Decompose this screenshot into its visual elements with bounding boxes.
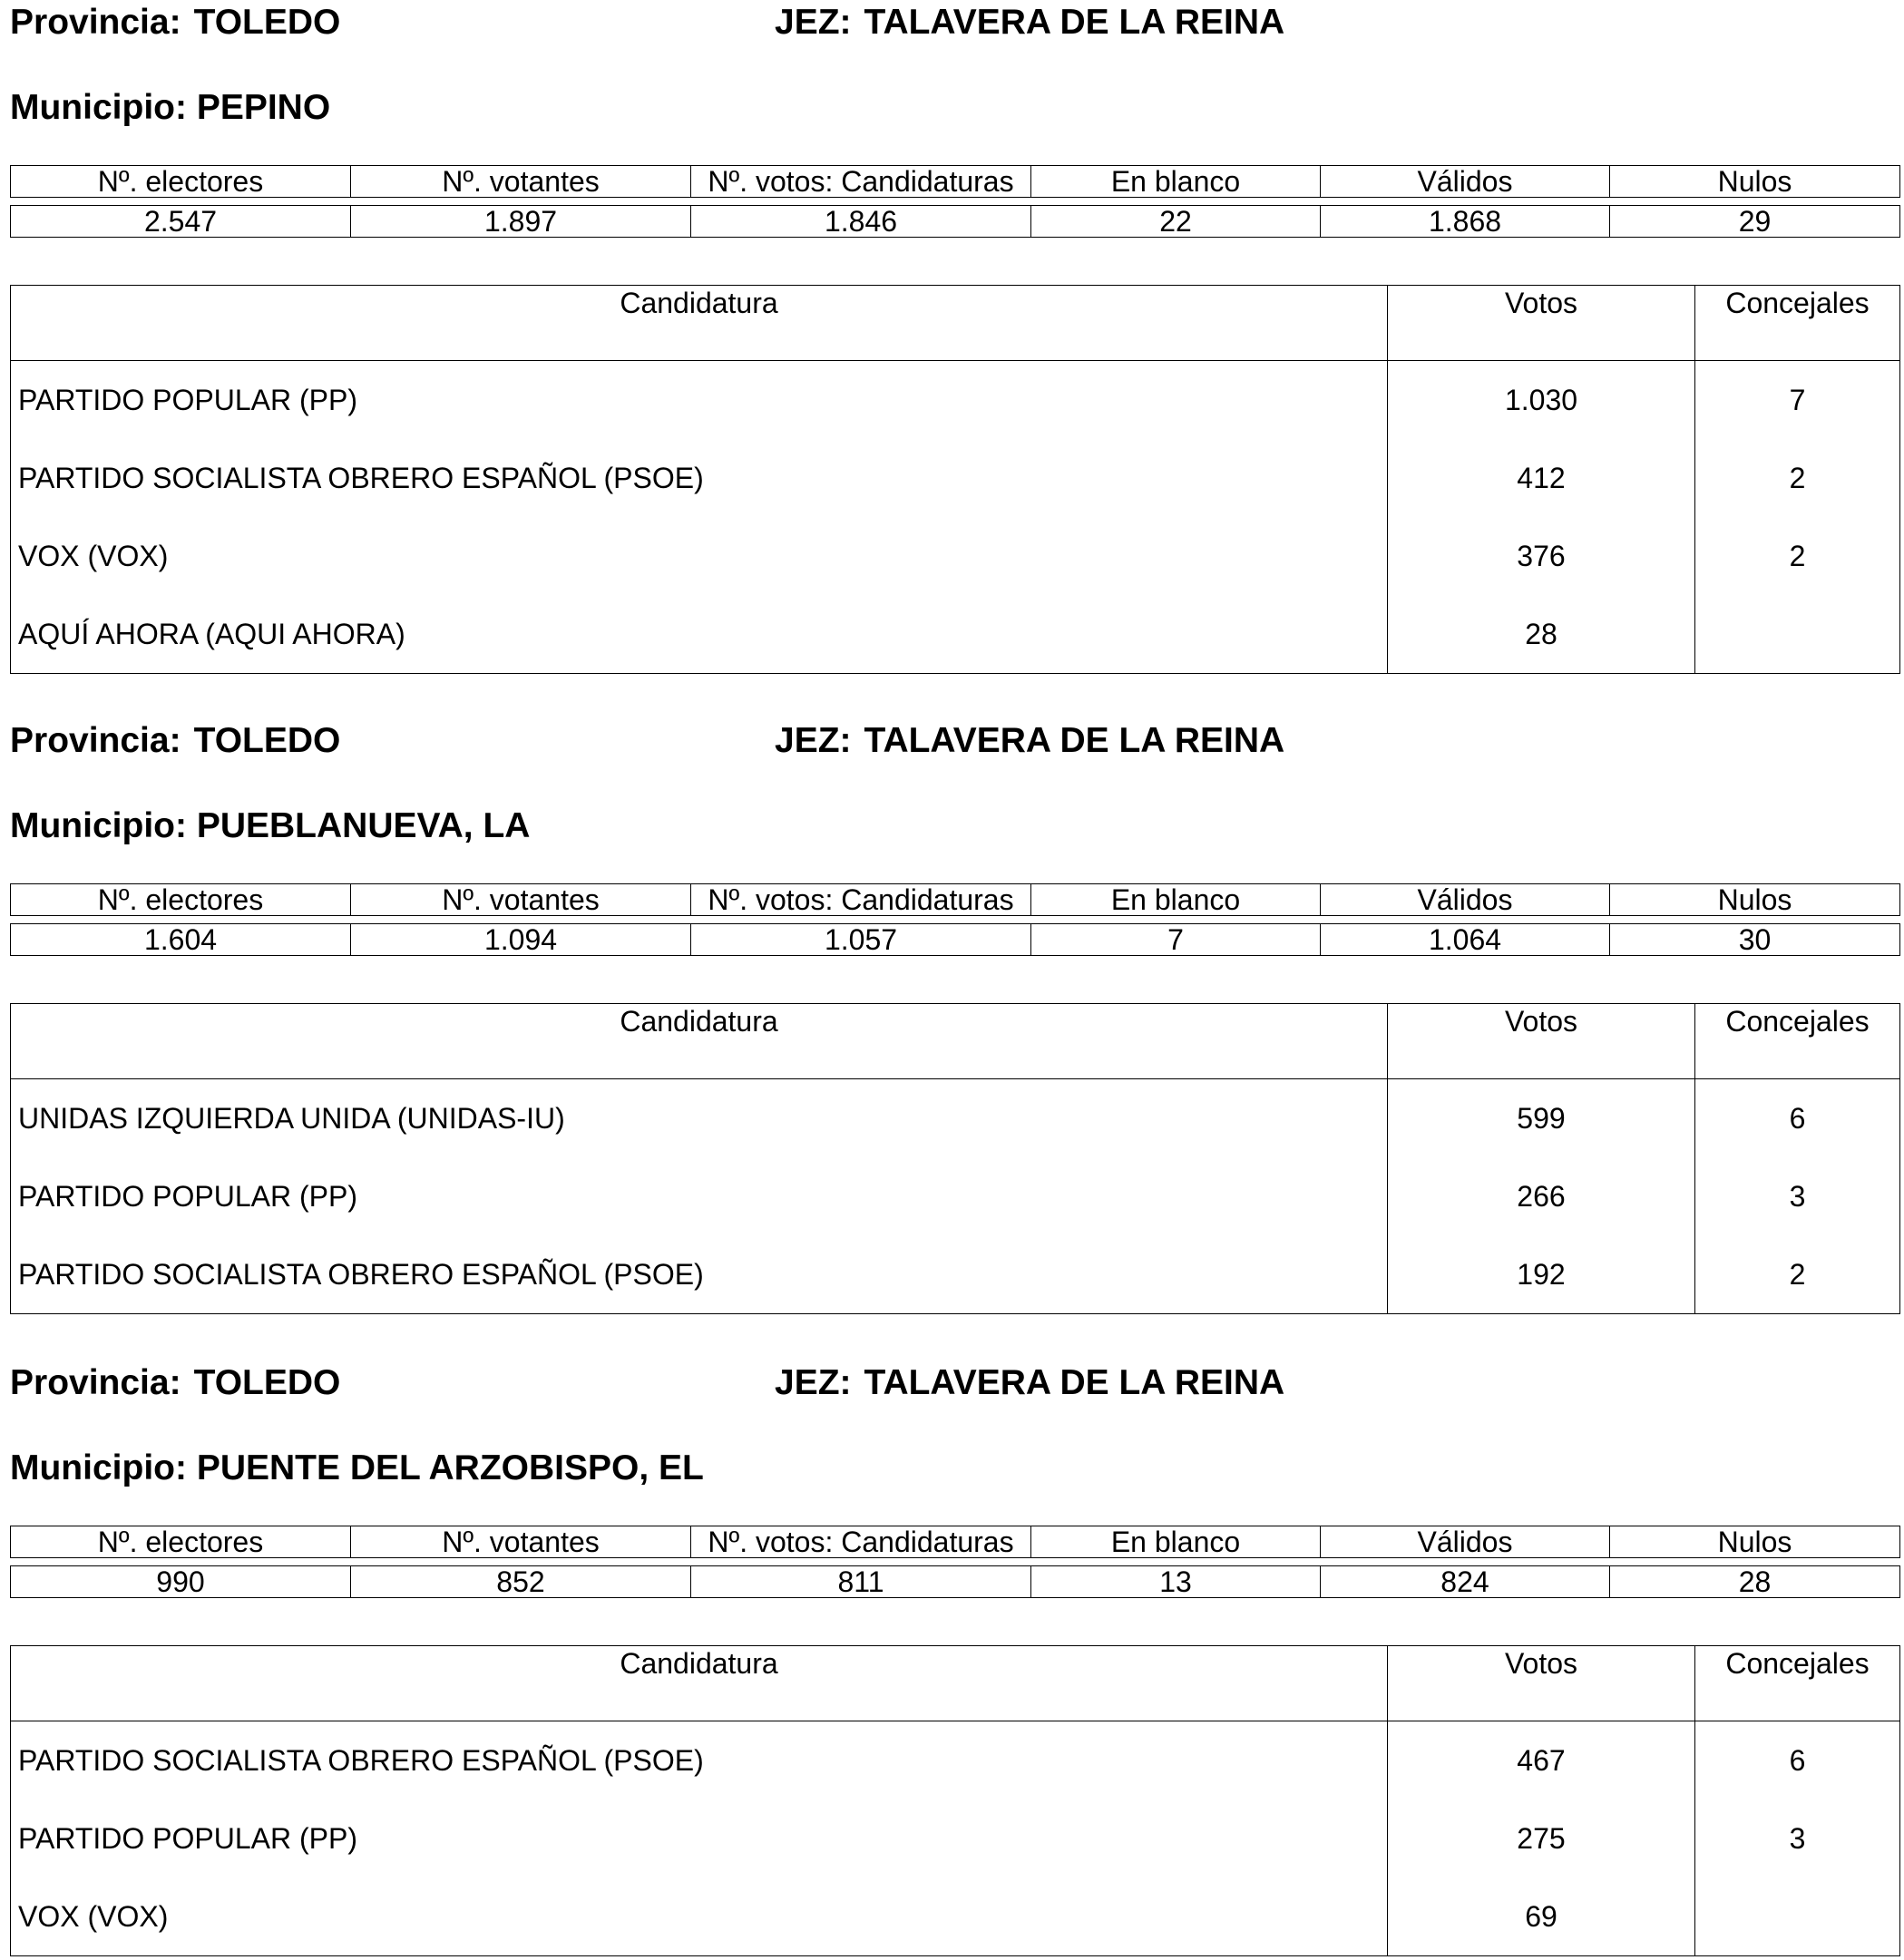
header-electores: Nº. electores — [11, 884, 351, 916]
candidate-concejales — [1695, 595, 1900, 674]
summary-values-table — [10, 1565, 1900, 1598]
municipality-block-3 — [10, 1360, 1899, 1959]
provincia-value: TOLEDO — [193, 3, 341, 42]
candidate-name: PARTIDO SOCIALISTA OBRERO ESPAÑOL (PSOE) — [11, 439, 1388, 517]
candidate-name: PARTIDO POPULAR (PP) — [11, 1157, 1388, 1235]
municipality-block-1 — [10, 0, 1899, 671]
candidate-row — [11, 1877, 1900, 1956]
value-nulos: 28 — [1610, 1566, 1900, 1598]
summary-header-row — [11, 884, 1900, 916]
value-en-blanco: 22 — [1031, 206, 1321, 238]
value-validos: 1.064 — [1321, 924, 1610, 956]
candidate-row — [11, 1235, 1900, 1314]
value-validos: 824 — [1321, 1566, 1610, 1598]
provincia-value: TOLEDO — [193, 721, 341, 760]
provincia-label: Provincia: — [10, 1363, 181, 1402]
header-validos: Válidos — [1321, 1526, 1610, 1558]
candidate-name: UNIDAS IZQUIERDA UNIDA (UNIDAS-IU) — [11, 1079, 1388, 1158]
candidate-votos: 192 — [1388, 1235, 1695, 1314]
header-votos-candidaturas: Nº. votos: Candidaturas — [691, 1526, 1031, 1558]
header-en-blanco: En blanco — [1031, 1526, 1321, 1558]
municipio-value: PUENTE DEL ARZOBISPO, EL — [196, 1448, 704, 1487]
municipio-line — [10, 87, 330, 129]
summary-header-table — [10, 883, 1900, 916]
municipio-value: PEPINO — [196, 88, 331, 127]
municipio-label: Municipio: — [10, 88, 187, 127]
jez-line — [775, 1362, 1284, 1404]
candidates-header-row — [11, 1646, 1900, 1721]
header-votantes: Nº. votantes — [351, 884, 691, 916]
provincia-value: TOLEDO — [193, 1363, 341, 1402]
candidate-votos: 266 — [1388, 1157, 1695, 1235]
header-electores: Nº. electores — [11, 166, 351, 198]
jez-label: JEZ: — [775, 721, 852, 760]
candidate-concejales: 6 — [1789, 1101, 1806, 1135]
header-votantes: Nº. votantes — [351, 166, 691, 198]
candidates-header-row — [11, 1004, 1900, 1079]
candidate-row — [11, 1079, 1900, 1158]
municipio-value: PUEBLANUEVA, LA — [196, 806, 531, 845]
candidate-concejales: 7 — [1789, 383, 1806, 416]
candidate-row — [11, 1799, 1900, 1877]
jez-label: JEZ: — [775, 1363, 852, 1402]
provincia-line — [10, 1362, 340, 1404]
candidate-name: AQUÍ AHORA (AQUI AHORA) — [11, 595, 1388, 674]
candidate-concejales: 2 — [1789, 539, 1806, 572]
value-votantes: 852 — [351, 1566, 691, 1598]
jez-line — [775, 720, 1284, 762]
header-votos-candidaturas: Nº. votos: Candidaturas — [691, 884, 1031, 916]
header-votos: Votos — [1388, 286, 1695, 361]
candidate-votos: 69 — [1388, 1877, 1695, 1956]
value-validos: 1.868 — [1321, 206, 1610, 238]
candidate-row — [11, 595, 1900, 674]
candidates-table — [10, 1003, 1900, 1314]
jez-value: TALAVERA DE LA REINA — [864, 3, 1285, 42]
value-votantes: 1.094 — [351, 924, 691, 956]
summary-header-table — [10, 1526, 1900, 1558]
header-candidatura: Candidatura — [11, 286, 1388, 361]
jez-label: JEZ: — [775, 3, 852, 42]
header-nulos: Nulos — [1610, 1526, 1900, 1558]
provincia-label: Provincia: — [10, 3, 181, 42]
header-en-blanco: En blanco — [1031, 166, 1321, 198]
municipio-line — [10, 1448, 704, 1489]
value-votos-candidaturas: 1.057 — [691, 924, 1031, 956]
header-concejales: Concejales — [1695, 1646, 1900, 1721]
municipality-block-2 — [10, 718, 1899, 1317]
value-votantes: 1.897 — [351, 206, 691, 238]
candidate-name: PARTIDO SOCIALISTA OBRERO ESPAÑOL (PSOE) — [11, 1721, 1388, 1800]
candidate-row — [11, 361, 1900, 440]
header-nulos: Nulos — [1610, 884, 1900, 916]
provincia-label: Provincia: — [10, 721, 181, 760]
municipio-label: Municipio: — [10, 806, 187, 845]
header-validos: Válidos — [1321, 166, 1610, 198]
summary-values-table — [10, 205, 1900, 238]
value-votos-candidaturas: 1.846 — [691, 206, 1031, 238]
candidate-row — [11, 517, 1900, 595]
summary-header-row — [11, 1526, 1900, 1558]
candidate-row — [11, 439, 1900, 517]
header-electores: Nº. electores — [11, 1526, 351, 1558]
header-nulos: Nulos — [1610, 166, 1900, 198]
candidate-concejales: 6 — [1789, 1743, 1806, 1777]
header-en-blanco: En blanco — [1031, 884, 1321, 916]
candidates-header-row — [11, 286, 1900, 361]
value-electores: 2.547 — [11, 206, 351, 238]
summary-values-row — [11, 206, 1900, 238]
candidate-concejales: 3 — [1789, 1821, 1806, 1855]
header-votantes: Nº. votantes — [351, 1526, 691, 1558]
candidate-name: PARTIDO POPULAR (PP) — [11, 361, 1388, 440]
candidate-name: VOX (VOX) — [11, 517, 1388, 595]
header-votos-candidaturas: Nº. votos: Candidaturas — [691, 166, 1031, 198]
candidate-name: PARTIDO POPULAR (PP) — [11, 1799, 1388, 1877]
value-electores: 1.604 — [11, 924, 351, 956]
value-nulos: 30 — [1610, 924, 1900, 956]
candidates-table — [10, 285, 1900, 674]
header-candidatura: Candidatura — [11, 1646, 1388, 1721]
candidate-votos: 599 — [1388, 1079, 1695, 1158]
header-validos: Válidos — [1321, 884, 1610, 916]
value-votos-candidaturas: 811 — [691, 1566, 1031, 1598]
header-votos: Votos — [1388, 1004, 1695, 1079]
candidates-table — [10, 1645, 1900, 1956]
value-en-blanco: 13 — [1031, 1566, 1321, 1598]
summary-values-table — [10, 923, 1900, 956]
header-concejales: Concejales — [1695, 286, 1900, 361]
candidate-votos: 275 — [1388, 1799, 1695, 1877]
summary-values-row — [11, 1566, 1900, 1598]
value-nulos: 29 — [1610, 206, 1900, 238]
candidate-concejales — [1695, 1877, 1900, 1956]
municipio-line — [10, 805, 530, 847]
provincia-line — [10, 720, 340, 762]
candidate-votos: 412 — [1388, 439, 1695, 517]
header-votos: Votos — [1388, 1646, 1695, 1721]
candidate-concejales: 2 — [1789, 461, 1806, 494]
candidate-concejales: 2 — [1789, 1257, 1806, 1291]
jez-value: TALAVERA DE LA REINA — [864, 721, 1285, 760]
jez-value: TALAVERA DE LA REINA — [864, 1363, 1285, 1402]
municipio-label: Municipio: — [10, 1448, 187, 1487]
header-candidatura: Candidatura — [11, 1004, 1388, 1079]
candidate-votos: 1.030 — [1388, 361, 1695, 440]
summary-values-row — [11, 924, 1900, 956]
value-en-blanco: 7 — [1031, 924, 1321, 956]
value-electores: 990 — [11, 1566, 351, 1598]
candidate-votos: 376 — [1388, 517, 1695, 595]
candidate-votos: 28 — [1388, 595, 1695, 674]
summary-header-table — [10, 165, 1900, 198]
jez-line — [775, 2, 1284, 44]
candidate-name: PARTIDO SOCIALISTA OBRERO ESPAÑOL (PSOE) — [11, 1235, 1388, 1314]
candidate-row — [11, 1721, 1900, 1800]
candidate-votos: 467 — [1388, 1721, 1695, 1800]
candidate-concejales: 3 — [1789, 1179, 1806, 1213]
summary-header-row — [11, 166, 1900, 198]
header-concejales: Concejales — [1695, 1004, 1900, 1079]
provincia-line — [10, 2, 340, 44]
candidate-row — [11, 1157, 1900, 1235]
candidate-name: VOX (VOX) — [11, 1877, 1388, 1956]
